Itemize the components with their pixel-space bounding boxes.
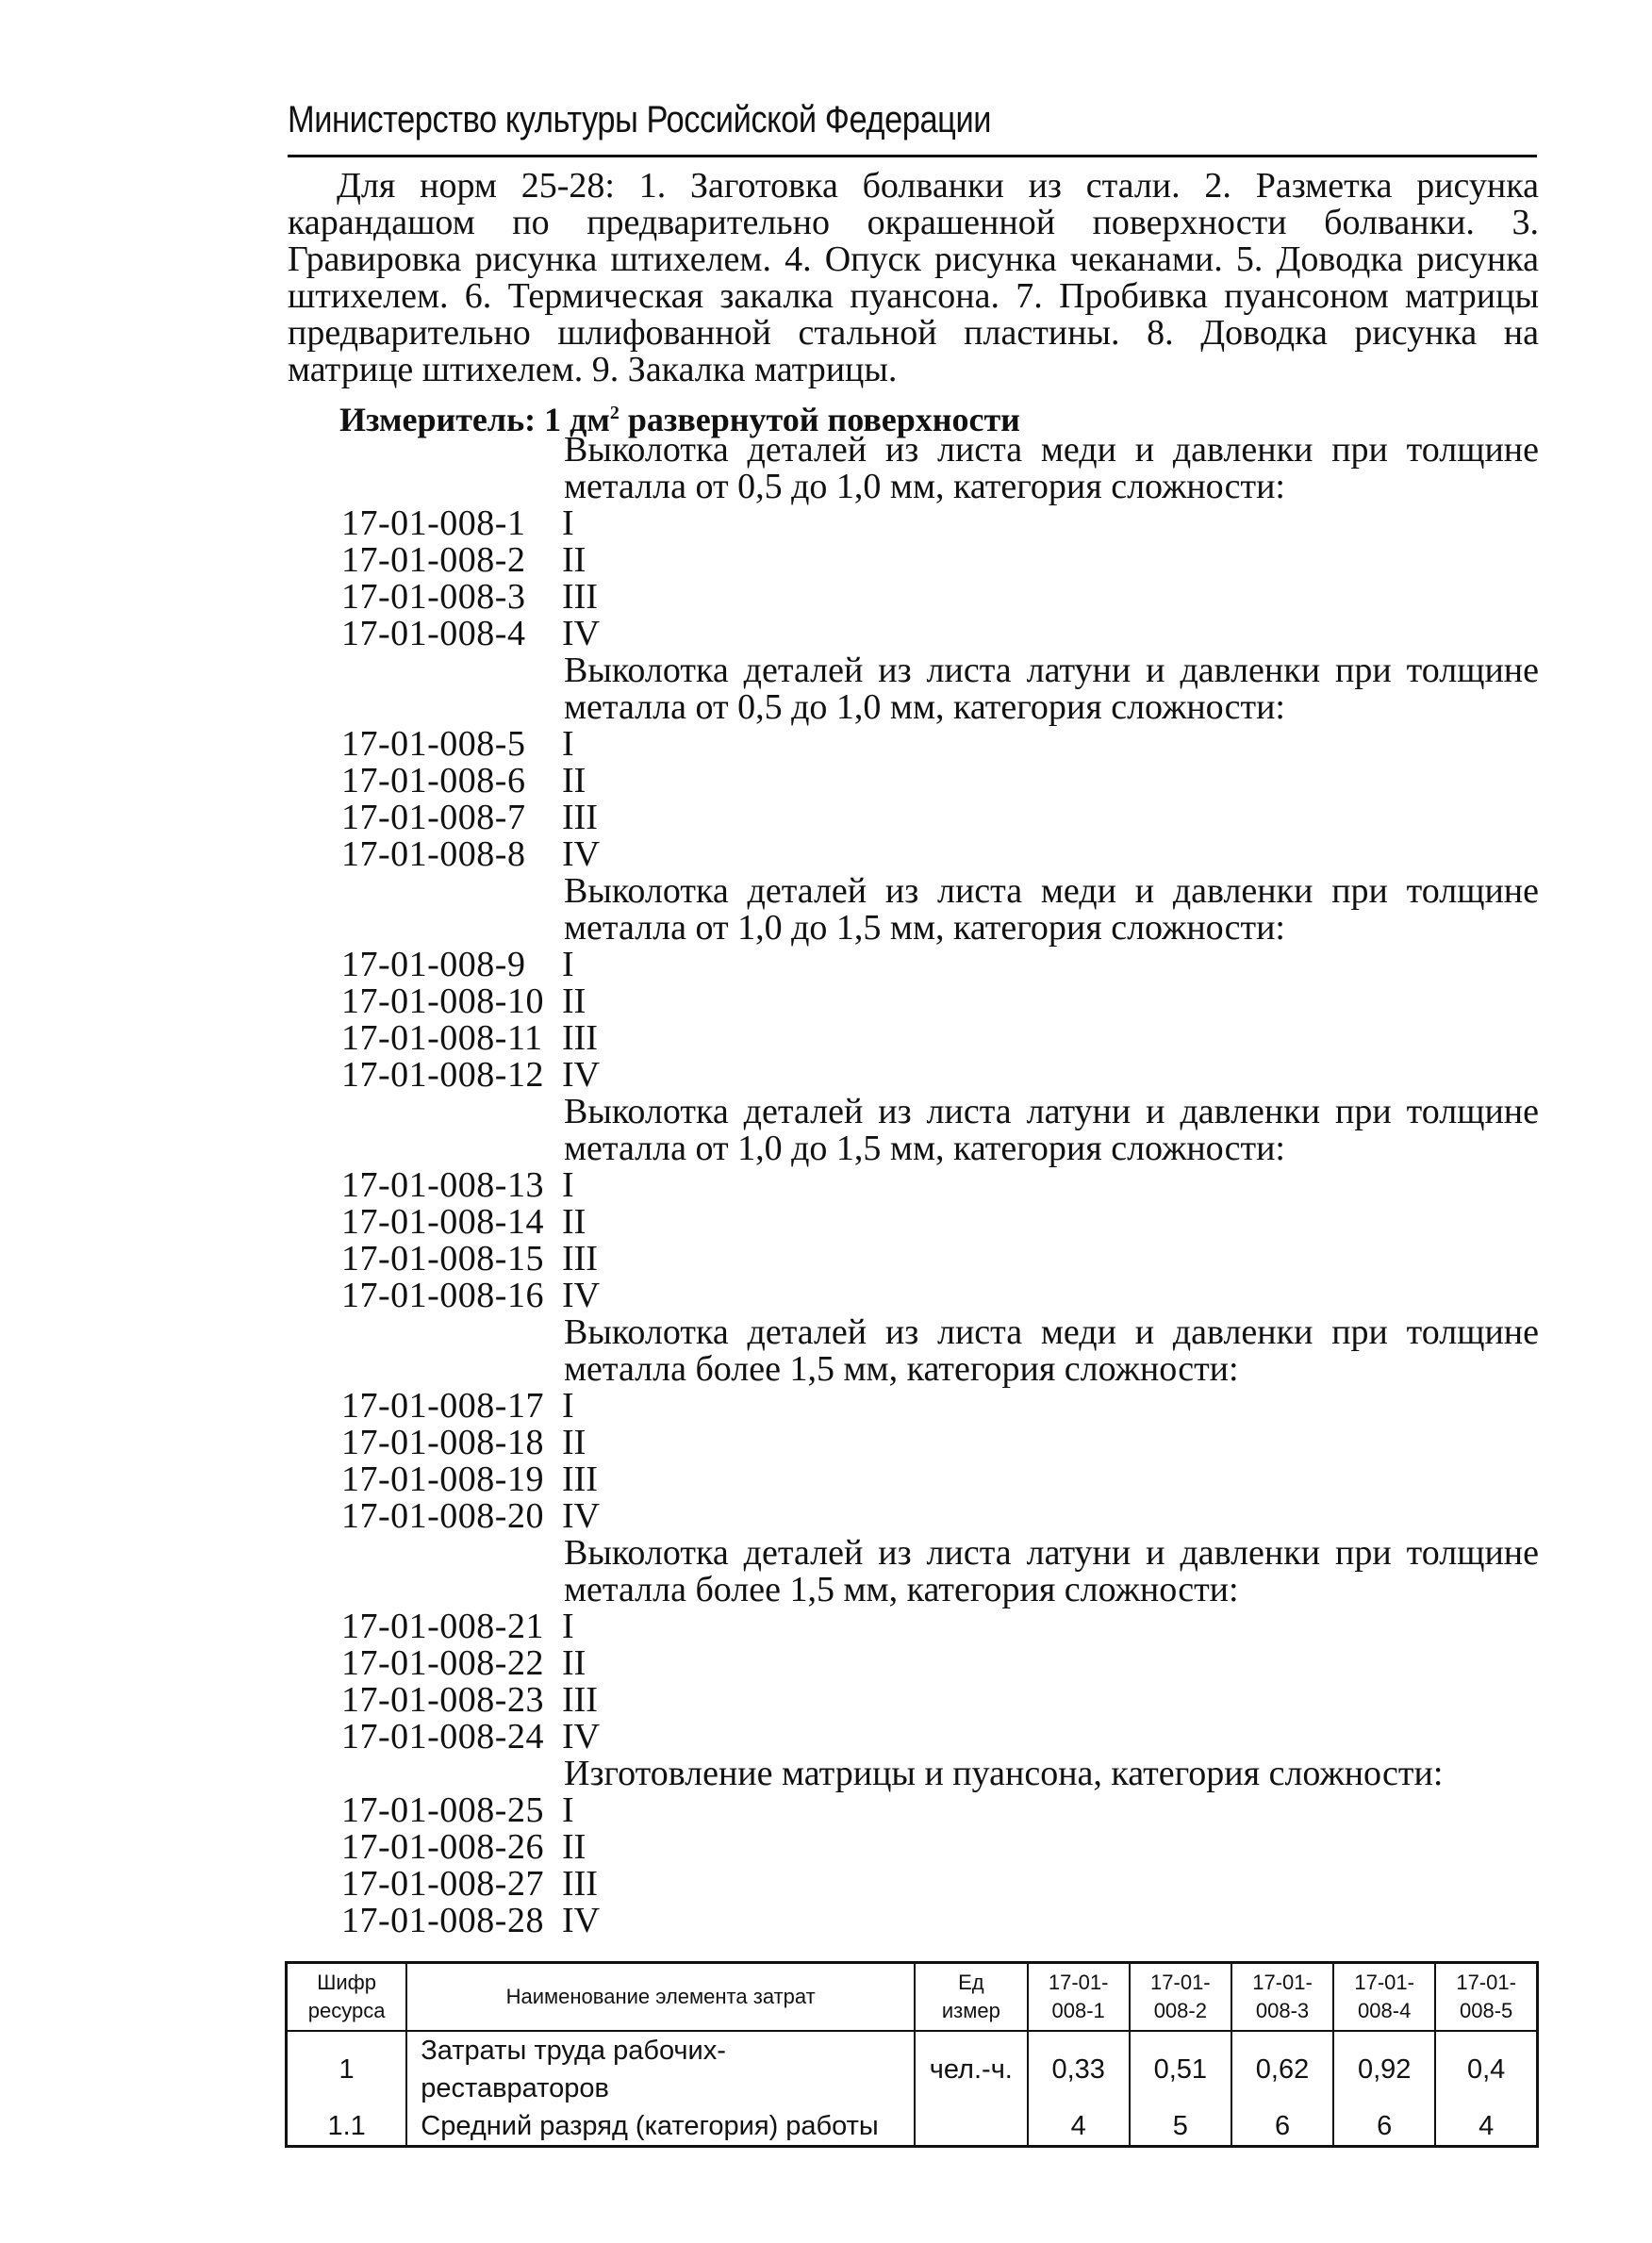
header-col-2: 17-01- 008-2 — [1130, 1963, 1231, 2032]
norm-category: III — [562, 1018, 598, 1058]
cost-table — [285, 1961, 1539, 2148]
norm-category: I — [562, 945, 574, 984]
norm-category: IV — [562, 1901, 601, 1940]
norm-row — [341, 542, 586, 579]
cell-value: 6 — [1231, 2107, 1333, 2147]
norm-code: 17-01-008-2 — [341, 540, 526, 580]
norm-code: 17-01-008-7 — [341, 798, 526, 837]
measure-prefix: Измеритель: 1 дм — [339, 401, 610, 438]
norm-group-description: Выколотка деталей из листа латуни и давленки при толщине металла от 1,0 до 1,5 мм, категория сложности: — [564, 1092, 1539, 1168]
norm-category: III — [562, 577, 598, 617]
norm-category: I — [562, 1790, 574, 1830]
header-name: Наименование элемента затрат — [406, 1963, 915, 2032]
cell-name: Затраты труда рабочих-реставраторов — [406, 2031, 915, 2107]
measure-power: 2 — [609, 403, 620, 423]
norm-row — [341, 1866, 598, 1903]
norm-row — [341, 1645, 586, 1682]
intro-paragraph — [288, 168, 1539, 388]
cell-value: 0,33 — [1028, 2031, 1130, 2107]
norm-code: 17-01-008-8 — [341, 834, 526, 874]
cell-value: 0,62 — [1231, 2031, 1333, 2107]
norm-code: 17-01-008-26 — [341, 1827, 544, 1867]
norm-category: I — [562, 503, 574, 543]
intro-text: Для норм 25-28: 1. Заготовка болванки из стали. 2. Разметка рисунка карандашом по предварительно окрашенной поверхности болванки. 3. Гравировка рисунка штихелем. 4. Опуск рисунка чеканами. 5. Доводка рисунка штихелем. 6. Термическая закалка пуансона. 7. Пробивка пуансоном матрицы предварительно шлифованной стальной пластины. 8. Доводка рисунка на матрице штихелем. 9. Закалка матрицы. — [288, 166, 1539, 389]
cell-name: Средний разряд (категория) работы — [406, 2107, 915, 2147]
norm-code: 17-01-008-1 — [341, 503, 526, 543]
cell-unit: чел.-ч. — [915, 2031, 1028, 2107]
norm-category: I — [562, 1607, 574, 1646]
norm-row — [341, 1241, 598, 1278]
norm-group-description: Выколотка деталей из листа меди и давленки при толщине металла от 1,0 до 1,5 мм, категория сложности: — [564, 871, 1539, 948]
norm-row — [341, 1057, 600, 1094]
norm-category: IV — [562, 1055, 601, 1095]
table-row — [287, 2031, 1538, 2107]
norm-row — [341, 1020, 598, 1057]
norm-code: 17-01-008-10 — [341, 981, 544, 1021]
norm-code: 17-01-008-5 — [341, 724, 526, 764]
cell-code: 1.1 — [287, 2107, 407, 2147]
norm-category: III — [562, 1460, 598, 1499]
norm-category: I — [562, 724, 574, 764]
header-unit: Ед измер — [915, 1963, 1028, 2032]
norm-code: 17-01-008-22 — [341, 1643, 544, 1683]
norm-code: 17-01-008-3 — [341, 577, 526, 617]
norm-category: II — [562, 540, 586, 580]
norm-row — [341, 1278, 600, 1314]
norm-group-description: Выколотка деталей из листа меди и давленки при толщине металла более 1,5 мм, категория сложности: — [564, 1312, 1539, 1389]
cell-value: 6 — [1333, 2107, 1435, 2147]
norm-category: III — [562, 798, 598, 837]
norm-category: II — [562, 1423, 586, 1462]
norm-code: 17-01-008-12 — [341, 1055, 544, 1095]
cell-value: 0,92 — [1333, 2031, 1435, 2107]
norm-row — [341, 1167, 574, 1204]
header-col-3: 17-01- 008-3 — [1231, 1963, 1333, 2032]
norm-row — [341, 505, 574, 542]
norm-group-description: Выколотка деталей из листа меди и давленки при толщине металла от 0,5 до 1,0 мм, категория сложности: — [564, 430, 1539, 506]
norm-code: 17-01-008-18 — [341, 1423, 544, 1462]
norm-code: 17-01-008-27 — [341, 1864, 544, 1904]
norm-row — [341, 1903, 600, 1939]
cell-value: 0,4 — [1435, 2031, 1537, 2107]
norm-code: 17-01-008-24 — [341, 1717, 544, 1756]
norm-code: 17-01-008-13 — [341, 1165, 544, 1205]
norm-group-description: Изготовление матрицы и пуансона, категория сложности: — [564, 1754, 1444, 1793]
norm-row — [341, 947, 574, 983]
norm-row — [341, 800, 598, 836]
cell-code: 1 — [287, 2031, 407, 2107]
norm-code: 17-01-008-23 — [341, 1680, 544, 1720]
cell-unit — [915, 2107, 1028, 2147]
cell-value: 4 — [1435, 2107, 1537, 2147]
norm-code: 17-01-008-16 — [341, 1276, 544, 1315]
norm-group-description: Выколотка деталей из листа латуни и давленки при толщине металла от 0,5 до 1,0 мм, категория сложности: — [564, 651, 1539, 727]
norm-category: II — [562, 981, 586, 1021]
norm-row — [341, 1498, 600, 1535]
norm-category: II — [562, 1202, 586, 1242]
header-col-5: 17-01- 008-5 — [1435, 1963, 1537, 2032]
norm-category: IV — [562, 1496, 601, 1536]
norm-code: 17-01-008-20 — [341, 1496, 544, 1536]
norm-code: 17-01-008-15 — [341, 1239, 544, 1278]
norm-row — [341, 1204, 586, 1241]
norm-row — [341, 616, 600, 652]
norm-category: IV — [562, 1717, 601, 1756]
norm-category: III — [562, 1239, 598, 1278]
norm-code: 17-01-008-4 — [341, 614, 526, 653]
norm-category: I — [562, 1165, 574, 1205]
norm-row — [341, 1792, 574, 1829]
norm-row — [341, 983, 586, 1020]
norm-row — [341, 1608, 574, 1645]
header-divider — [288, 155, 1537, 157]
header-col-4: 17-01- 008-4 — [1333, 1963, 1435, 2032]
norm-row — [341, 763, 586, 800]
norm-category: II — [562, 1643, 586, 1683]
cell-value: 5 — [1130, 2107, 1231, 2147]
norm-row — [341, 1682, 598, 1719]
norm-group-description: Выколотка деталей из листа латуни и давленки при толщине металла более 1,5 мм, категория сложности: — [564, 1533, 1539, 1609]
norm-category: III — [562, 1864, 598, 1904]
table-header-row — [287, 1963, 1538, 2032]
norm-code: 17-01-008-14 — [341, 1202, 544, 1242]
norm-row — [341, 1829, 586, 1866]
table-row — [287, 2107, 1538, 2147]
measure-suffix: развернутой поверхности — [619, 401, 1020, 438]
cell-value: 0,51 — [1130, 2031, 1231, 2107]
header-code: Шифр ресурса — [287, 1963, 407, 2032]
norm-category: III — [562, 1680, 598, 1720]
norm-category: I — [562, 1386, 574, 1426]
norm-category: IV — [562, 1276, 601, 1315]
norm-row — [341, 726, 574, 763]
cell-value: 4 — [1028, 2107, 1130, 2147]
norm-category: II — [562, 1827, 586, 1867]
norm-category: II — [562, 761, 586, 800]
norm-row — [341, 579, 598, 616]
norm-row — [341, 1461, 598, 1498]
norm-category: IV — [562, 614, 601, 653]
header-col-1: 17-01- 008-1 — [1028, 1963, 1130, 2032]
norm-code: 17-01-008-21 — [341, 1607, 544, 1646]
norm-row — [341, 1425, 586, 1461]
norm-code: 17-01-008-17 — [341, 1386, 544, 1426]
norm-code: 17-01-008-19 — [341, 1460, 544, 1499]
norm-code: 17-01-008-11 — [341, 1018, 543, 1058]
page-header-title: Министерство культуры Российской Федерации — [288, 99, 992, 140]
norm-code: 17-01-008-9 — [341, 945, 526, 984]
norm-row — [341, 836, 600, 873]
norm-row — [341, 1719, 600, 1756]
norm-code: 17-01-008-25 — [341, 1790, 544, 1830]
norm-category: IV — [562, 834, 601, 874]
norm-row — [341, 1388, 574, 1425]
norm-code: 17-01-008-6 — [341, 761, 526, 800]
norm-code: 17-01-008-28 — [341, 1901, 544, 1940]
